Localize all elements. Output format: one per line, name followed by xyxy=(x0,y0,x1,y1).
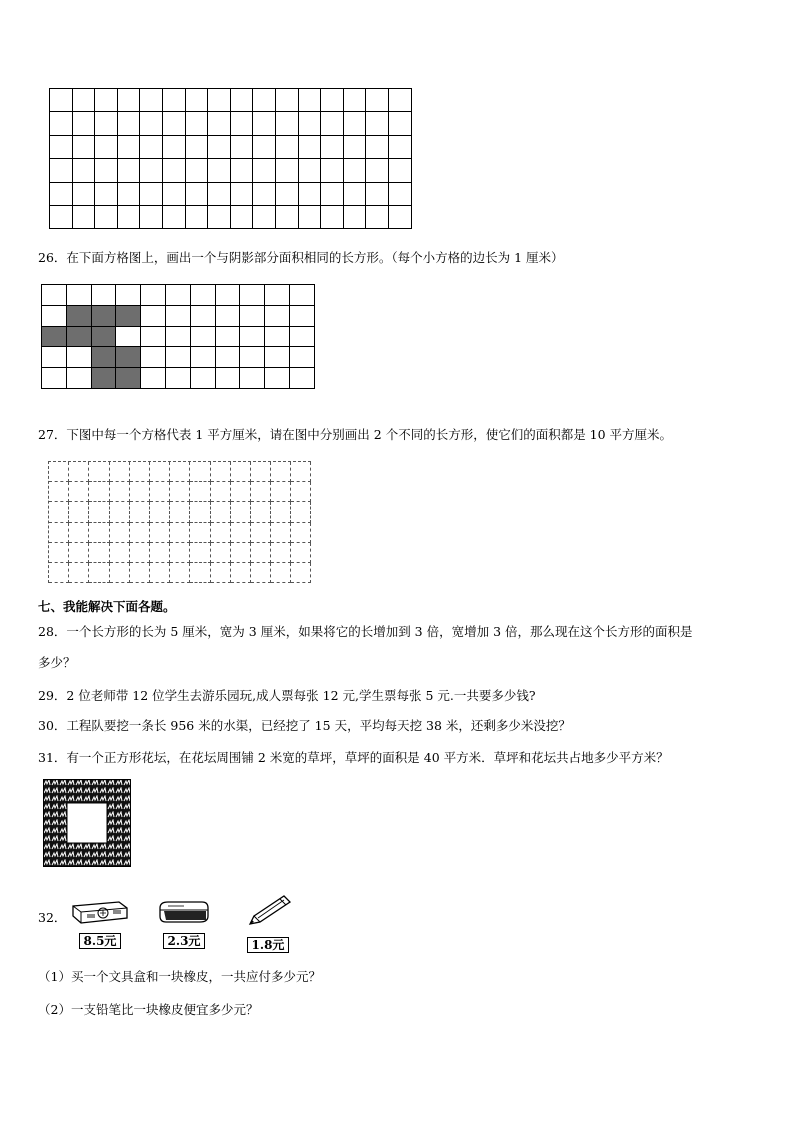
grid-cell xyxy=(118,136,141,159)
grid-cell xyxy=(190,523,210,543)
grid-cell xyxy=(366,206,389,229)
grid-cell xyxy=(73,206,96,229)
grid-cell xyxy=(118,89,141,112)
top-grid xyxy=(49,88,412,229)
grid-cell xyxy=(276,206,299,229)
grid-cell xyxy=(130,462,150,482)
question-text: 2 位老师带 12 位学生去游乐园玩,成人票每张 12 元,学生票每张 5 元.一共要多少钱? xyxy=(66,688,536,703)
grid-cell xyxy=(130,482,150,502)
grid-cell xyxy=(130,563,150,583)
grid-cell xyxy=(344,183,367,206)
grid-cell xyxy=(208,183,231,206)
grid-cell xyxy=(49,482,69,502)
grid-cell xyxy=(130,543,150,563)
grid-cell xyxy=(299,159,322,182)
grid-cell xyxy=(150,462,170,482)
grid-cell xyxy=(141,285,166,306)
grid-cell xyxy=(299,89,322,112)
grid-cell xyxy=(231,523,251,543)
grid-cell xyxy=(141,306,166,327)
grid-cell xyxy=(291,482,311,502)
grid-cell xyxy=(253,136,276,159)
grid-cell xyxy=(110,482,130,502)
grid-cell xyxy=(271,482,291,502)
grid-cell xyxy=(130,523,150,543)
question-29 xyxy=(38,688,536,704)
grid-cell xyxy=(89,543,109,563)
grid-cell xyxy=(231,206,254,229)
grid-cell xyxy=(186,112,209,135)
q26-grid-cells xyxy=(41,284,315,389)
grid-cell xyxy=(216,347,241,368)
grid-cell xyxy=(186,159,209,182)
grid-cell xyxy=(170,462,190,482)
grid-cell xyxy=(150,502,170,522)
grid-cell xyxy=(389,159,412,182)
question-number: 30． xyxy=(38,718,67,733)
grid-cell xyxy=(251,563,271,583)
grid-cell xyxy=(344,159,367,182)
grid-cell xyxy=(89,502,109,522)
pencil-case-item xyxy=(68,896,132,949)
grid-cell xyxy=(166,306,191,327)
grid-cell xyxy=(211,502,231,522)
grid-cell xyxy=(251,543,271,563)
pencil-icon xyxy=(240,894,296,930)
grid-cell xyxy=(42,368,67,389)
grid-cell xyxy=(95,89,118,112)
grid-top-cells xyxy=(49,88,412,229)
grid-cell xyxy=(299,206,322,229)
grid-cell xyxy=(73,89,96,112)
grid-cell xyxy=(265,306,290,327)
grid-cell xyxy=(110,563,130,583)
grid-cell xyxy=(190,482,210,502)
question-31 xyxy=(38,750,669,766)
grid-cell xyxy=(191,327,216,348)
question-text: 在下面方格图上，画出一个与阴影部分面积相同的长方形。（每个小方格的边长为 1 厘米） xyxy=(66,250,564,265)
grid-cell xyxy=(42,347,67,368)
grid-cell xyxy=(140,159,163,182)
grid-cell xyxy=(366,136,389,159)
grid-cell xyxy=(344,206,367,229)
grid-cell xyxy=(95,206,118,229)
question-32-sub2: （2）一支铅笔比一块橡皮便宜多少元？ xyxy=(38,1002,259,1017)
grid-cell xyxy=(42,285,67,306)
grid-cell xyxy=(299,136,322,159)
grid-cell xyxy=(276,183,299,206)
grid-cell xyxy=(89,482,109,502)
grid-cell xyxy=(211,462,231,482)
question-32-sub1: （1）买一个文具盒和一块橡皮，一共应付多少元？ xyxy=(38,969,321,984)
grid-cell xyxy=(170,482,190,502)
grid-cell xyxy=(118,183,141,206)
grid-cell xyxy=(150,543,170,563)
grid-cell xyxy=(186,206,209,229)
grid-cell xyxy=(291,462,311,482)
grid-cell xyxy=(186,183,209,206)
grid-cell xyxy=(271,523,291,543)
grid-cell xyxy=(89,462,109,482)
grid-cell xyxy=(265,368,290,389)
question-28 xyxy=(38,624,693,640)
grid-cell xyxy=(118,206,141,229)
grid-cell xyxy=(116,285,141,306)
grid-cell xyxy=(50,159,73,182)
grid-cell xyxy=(231,89,254,112)
grid-cell xyxy=(110,502,130,522)
grid-cell xyxy=(73,112,96,135)
question-30 xyxy=(38,718,571,734)
grid-cell xyxy=(291,502,311,522)
grid-cell xyxy=(118,159,141,182)
grid-cell xyxy=(141,347,166,368)
q27-grid xyxy=(48,461,311,583)
grid-cell xyxy=(208,112,231,135)
grid-cell xyxy=(291,523,311,543)
grid-cell xyxy=(166,368,191,389)
section-title: 七、我能解决下面各题。 xyxy=(38,599,176,614)
grid-cell xyxy=(50,112,73,135)
grid-cell xyxy=(299,112,322,135)
grid-cell xyxy=(49,462,69,482)
grid-cell xyxy=(240,306,265,327)
flowerbed-center xyxy=(67,803,107,843)
grid-cell xyxy=(290,285,315,306)
question-27 xyxy=(38,427,672,443)
grid-cell xyxy=(69,563,89,583)
grid-cell xyxy=(166,327,191,348)
grid-cell xyxy=(190,563,210,583)
pencil-case-icon xyxy=(69,896,131,926)
grid-cell xyxy=(163,136,186,159)
grid-cell xyxy=(231,136,254,159)
grid-cell xyxy=(271,543,291,563)
eraser-icon xyxy=(154,896,214,926)
grid-cell xyxy=(321,136,344,159)
grid-cell xyxy=(69,502,89,522)
grid-cell xyxy=(231,159,254,182)
grid-cell xyxy=(231,482,251,502)
grid-cell xyxy=(344,136,367,159)
grid-cell xyxy=(150,523,170,543)
grid-cell xyxy=(321,112,344,135)
q26-grid xyxy=(41,284,315,389)
shaded-cell xyxy=(92,368,117,389)
grid-cell xyxy=(366,159,389,182)
grid-cell xyxy=(321,89,344,112)
eraser-item xyxy=(152,896,216,949)
grid-cell xyxy=(208,159,231,182)
grid-cell xyxy=(69,482,89,502)
grid-cell xyxy=(211,523,231,543)
grid-cell xyxy=(190,502,210,522)
shaded-cell xyxy=(92,327,117,348)
grid-cell xyxy=(208,206,231,229)
grid-cell xyxy=(240,327,265,348)
grid-cell xyxy=(216,285,241,306)
grid-cell xyxy=(73,136,96,159)
question-text: 一个长方形的长为 5 厘米，宽为 3 厘米，如果将它的长增加到 3 倍，宽增加 3 倍，那么现在这个长方形的面积是 xyxy=(66,624,693,639)
grid-cell xyxy=(231,563,251,583)
grid-cell xyxy=(253,206,276,229)
grid-cell xyxy=(290,327,315,348)
q27-grid-cells xyxy=(48,461,311,583)
grid-cell xyxy=(170,543,190,563)
shaded-cell xyxy=(116,306,141,327)
grid-cell xyxy=(50,206,73,229)
grid-cell xyxy=(116,327,141,348)
grid-cell xyxy=(186,89,209,112)
grid-cell xyxy=(389,136,412,159)
grid-cell xyxy=(140,183,163,206)
grid-cell xyxy=(231,543,251,563)
grid-cell xyxy=(89,523,109,543)
question-number: 29． xyxy=(38,688,67,703)
grid-cell xyxy=(251,502,271,522)
grid-cell xyxy=(265,347,290,368)
grid-cell xyxy=(140,112,163,135)
grid-cell xyxy=(140,89,163,112)
grid-cell xyxy=(389,183,412,206)
grid-cell xyxy=(240,368,265,389)
grid-cell xyxy=(141,368,166,389)
grid-cell xyxy=(321,159,344,182)
grid-cell xyxy=(321,183,344,206)
grid-cell xyxy=(130,502,150,522)
grid-cell xyxy=(216,368,241,389)
grid-cell xyxy=(163,112,186,135)
grid-cell xyxy=(163,206,186,229)
grid-cell xyxy=(344,89,367,112)
grid-cell xyxy=(271,462,291,482)
grid-cell xyxy=(42,306,67,327)
grid-cell xyxy=(271,502,291,522)
grid-cell xyxy=(366,89,389,112)
shaded-cell xyxy=(116,368,141,389)
question-32-number: 32． xyxy=(38,910,67,925)
grid-cell xyxy=(276,112,299,135)
grid-cell xyxy=(67,285,92,306)
pencil-item xyxy=(236,894,300,953)
grid-cell xyxy=(95,183,118,206)
question-text: 有一个正方形花坛，在花坛周围铺 2 米宽的草坪，草坪的面积是 40 平方米．草坪和花坛共占地多少平方米？ xyxy=(66,750,669,765)
grid-cell xyxy=(163,183,186,206)
grid-cell xyxy=(49,523,69,543)
grid-cell xyxy=(50,183,73,206)
grid-cell xyxy=(366,183,389,206)
grid-cell xyxy=(344,112,367,135)
question-number: 26． xyxy=(38,250,67,265)
grid-cell xyxy=(95,112,118,135)
grid-cell xyxy=(67,368,92,389)
grid-cell xyxy=(186,136,209,159)
grid-cell xyxy=(89,563,109,583)
pencil-case-price: 8.5元 xyxy=(79,933,122,949)
grid-cell xyxy=(73,183,96,206)
question-number: 27． xyxy=(38,427,67,442)
shaded-cell xyxy=(42,327,67,348)
grid-cell xyxy=(95,136,118,159)
shaded-cell xyxy=(67,306,92,327)
grid-cell xyxy=(211,563,231,583)
grid-cell xyxy=(389,112,412,135)
grid-cell xyxy=(166,285,191,306)
question-text: 下图中每一个方格代表 1 平方厘米，请在图中分别画出 2 个不同的长方形，使它们的面积都是 10 平方厘米。 xyxy=(66,427,673,442)
grid-cell xyxy=(253,89,276,112)
grid-cell xyxy=(231,502,251,522)
grid-cell xyxy=(231,183,254,206)
grid-cell xyxy=(69,523,89,543)
grid-cell xyxy=(150,482,170,502)
grid-cell xyxy=(290,306,315,327)
grid-cell xyxy=(251,523,271,543)
grid-cell xyxy=(321,206,344,229)
grid-cell xyxy=(276,136,299,159)
grid-cell xyxy=(191,368,216,389)
grid-cell xyxy=(276,89,299,112)
grid-cell xyxy=(251,462,271,482)
grid-cell xyxy=(110,523,130,543)
question-26 xyxy=(38,250,564,266)
grid-cell xyxy=(95,159,118,182)
grid-cell xyxy=(389,206,412,229)
shaded-cell xyxy=(116,347,141,368)
eraser-price: 2.3元 xyxy=(163,933,206,949)
grid-cell xyxy=(69,543,89,563)
grid-cell xyxy=(118,112,141,135)
grid-cell xyxy=(50,89,73,112)
grid-cell xyxy=(69,462,89,482)
grid-cell xyxy=(211,543,231,563)
grid-cell xyxy=(231,462,251,482)
grid-cell xyxy=(49,563,69,583)
question-number: 31． xyxy=(38,750,67,765)
grid-cell xyxy=(110,462,130,482)
grid-cell xyxy=(290,368,315,389)
shaded-cell xyxy=(92,306,117,327)
grid-cell xyxy=(265,285,290,306)
grid-cell xyxy=(240,347,265,368)
grid-cell xyxy=(240,285,265,306)
grid-cell xyxy=(231,112,254,135)
question-number: 28． xyxy=(38,624,67,639)
grid-cell xyxy=(253,112,276,135)
grid-cell xyxy=(141,327,166,348)
question-28-line2: 多少？ xyxy=(38,655,76,670)
grid-cell xyxy=(291,563,311,583)
grid-cell xyxy=(190,543,210,563)
grid-cell xyxy=(211,482,231,502)
grid-cell xyxy=(216,306,241,327)
grid-cell xyxy=(253,159,276,182)
flowerbed-svg xyxy=(43,779,131,867)
grid-cell xyxy=(73,159,96,182)
grid-cell xyxy=(253,183,276,206)
grid-cell xyxy=(150,563,170,583)
shaded-cell xyxy=(67,327,92,348)
pencil-price: 1.8元 xyxy=(247,937,290,953)
grid-cell xyxy=(191,347,216,368)
grid-cell xyxy=(271,563,291,583)
grid-cell xyxy=(265,327,290,348)
grid-cell xyxy=(170,563,190,583)
grid-cell xyxy=(49,543,69,563)
grid-cell xyxy=(191,285,216,306)
grid-cell xyxy=(216,327,241,348)
grid-cell xyxy=(140,136,163,159)
grid-cell xyxy=(67,347,92,368)
grid-cell xyxy=(49,502,69,522)
grid-cell xyxy=(208,136,231,159)
shaded-cell xyxy=(92,347,117,368)
grid-cell xyxy=(110,543,130,563)
grid-cell xyxy=(366,112,389,135)
grid-cell xyxy=(170,523,190,543)
grid-cell xyxy=(276,159,299,182)
grid-cell xyxy=(163,159,186,182)
grid-cell xyxy=(50,136,73,159)
grid-cell xyxy=(251,482,271,502)
grid-cell xyxy=(291,543,311,563)
grid-cell xyxy=(299,183,322,206)
grid-cell xyxy=(190,462,210,482)
grid-cell xyxy=(290,347,315,368)
question-text: 工程队要挖一条长 956 米的水渠，已经挖了 15 天，平均每天挖 38 米，还剩多少米没挖？ xyxy=(66,718,571,733)
grid-cell xyxy=(166,347,191,368)
grid-cell xyxy=(163,89,186,112)
grid-cell xyxy=(208,89,231,112)
grid-cell xyxy=(92,285,117,306)
grid-cell xyxy=(170,502,190,522)
flowerbed-figure xyxy=(43,779,131,867)
grid-cell xyxy=(191,306,216,327)
grid-cell xyxy=(389,89,412,112)
grid-cell xyxy=(140,206,163,229)
